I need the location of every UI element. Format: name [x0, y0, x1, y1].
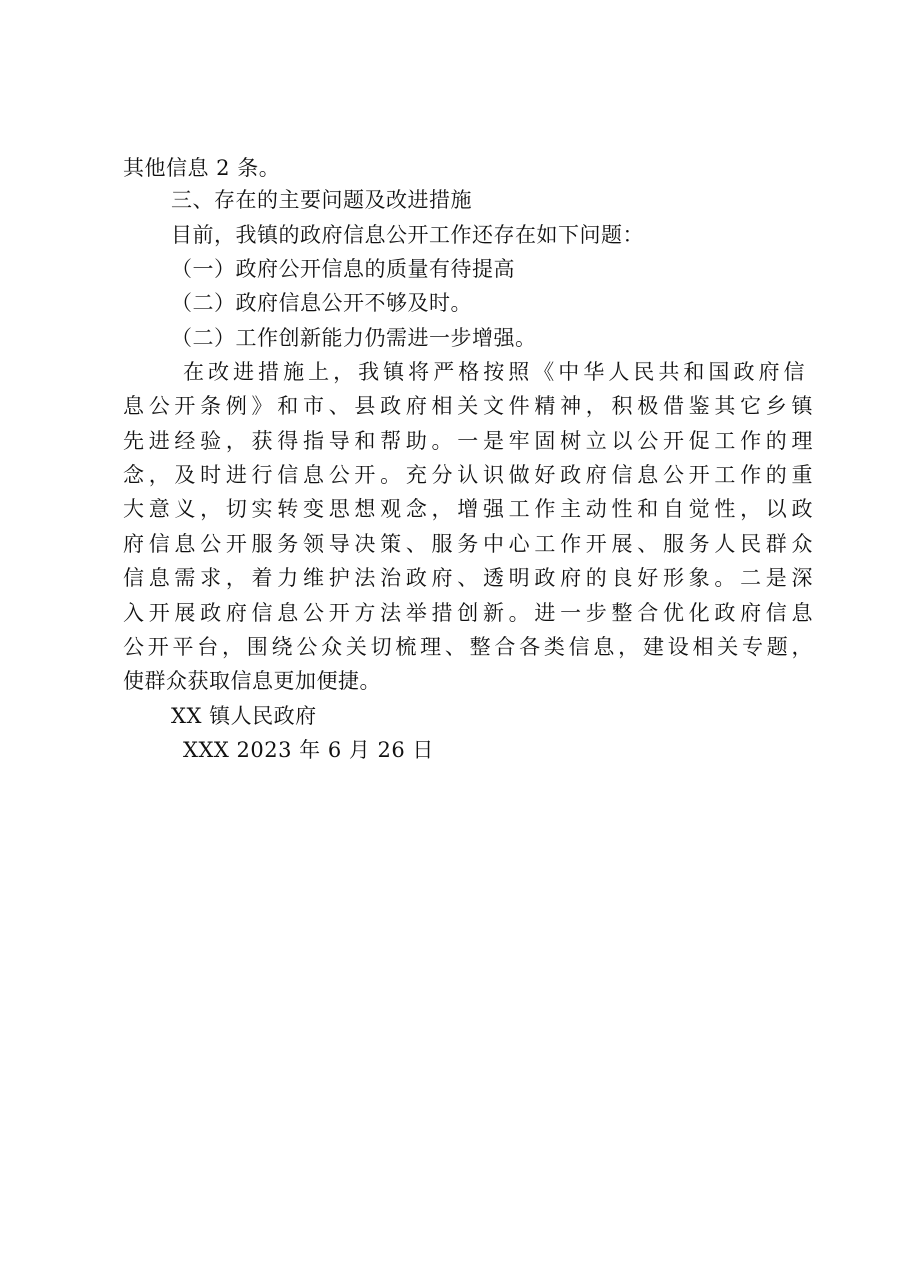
paragraph-line: 在改进措施上，我镇将严格按照《中华人民共和国政府信: [183, 360, 805, 384]
paragraph-line: 府信息公开服务领导决策、服务中心工作开展、服务人民群众: [123, 532, 813, 556]
section-heading: 三、存在的主要问题及改进措施: [171, 188, 472, 212]
paragraph-line: 息公开条例》和市、县政府相关文件精神，积极借鉴其它乡镇: [123, 394, 813, 418]
paragraph-line: 先进经验，获得指导和帮助。一是牢固树立以公开促工作的理: [123, 429, 813, 453]
signature-date: XXX 2023 年 6 月 26 日: [183, 738, 434, 762]
list-item-problem-3: （二）工作创新能力仍需进一步增强。: [171, 326, 537, 350]
list-item-problem-2: （二）政府信息公开不够及时。: [171, 291, 472, 315]
text-line-intro: 目前，我镇的政府信息公开工作还存在如下问题：: [171, 223, 644, 247]
list-item-problem-1: （一）政府公开信息的质量有待提高: [171, 257, 515, 281]
paragraph-line: 信息需求，着力维护法治政府、透明政府的良好形象。二是深: [123, 566, 813, 590]
paragraph-line: 念，及时进行信息公开。充分认识做好政府信息公开工作的重: [123, 463, 813, 487]
paragraph-line: 入开展政府信息公开方法举措创新。进一步整合优化政府信息: [123, 601, 813, 625]
text-line-other-info: 其他信息 2 条。: [123, 156, 281, 180]
signature-organization: XX 镇人民政府: [171, 704, 317, 728]
paragraph-line: 大意义，切实转变思想观念，增强工作主动性和自觉性，以政: [123, 497, 813, 521]
paragraph-line: 公开平台，围绕公众关切梳理、整合各类信息，建设相关专题，: [123, 635, 813, 659]
paragraph-line: 使群众获取信息更加便捷。: [123, 669, 381, 693]
